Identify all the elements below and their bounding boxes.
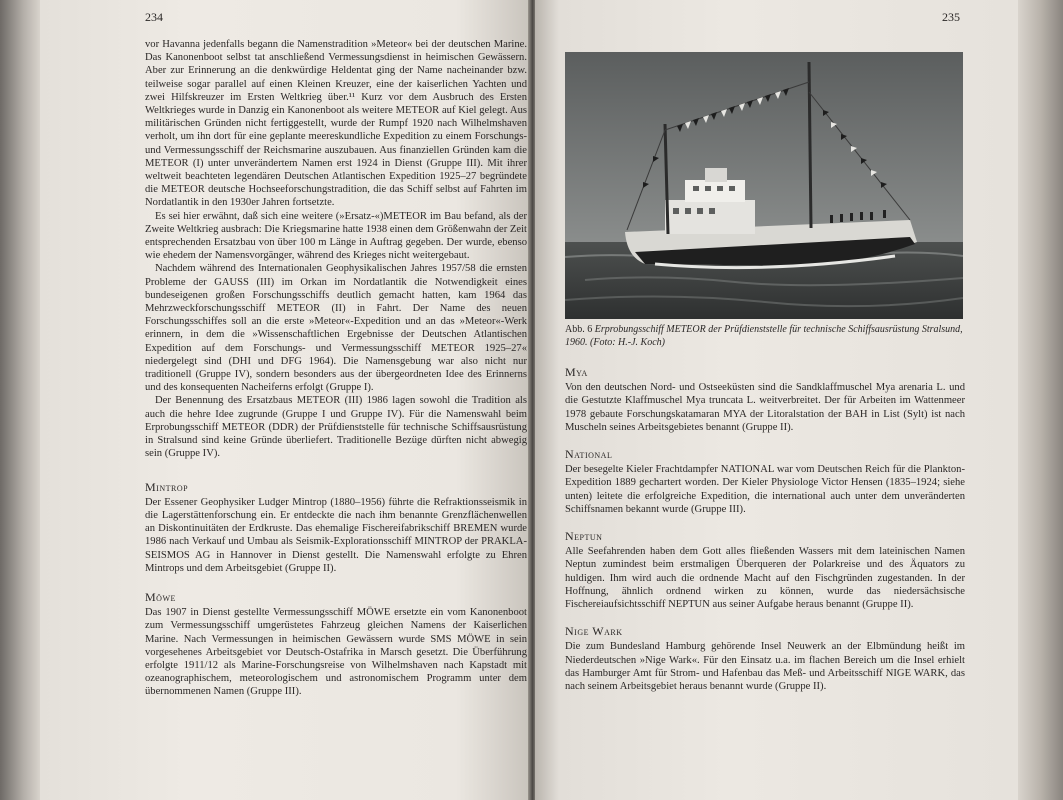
entry-text: Von den deutschen Nord- und Ostseeküsten sind die Sandklaffmuschel Mya arenaria L. und die Gestutzte Klaffmuschel Mya truncata L. weitverbreitet. Der für Arbeiten im Wattenmeer 1978 gebaute Forschungskatamaran MYA der Litoralstation der BAH in List (Sylt) ist nach Muscheln seines Arbeitsgebietes benannt (Gruppe II). bbox=[565, 382, 965, 433]
entry-heading: Nige Wark bbox=[565, 624, 623, 639]
right-page bbox=[535, 0, 1018, 800]
entry-heading: Mya bbox=[565, 365, 588, 379]
entry-text: Alle Seefahrenden haben dem Gott alles fließenden Wassers mit dem lateinischen Namen Neptun zumindest beim erstmaligen Überqueren der Polarkreise und des Äquators zu huldigen. Ihm wird auch die ordnende Macht auf den Fischgründen zugestanden. In der Hoffnung, ähnlich ordnend wirken zu können, wurde das niedersächsische Fischereiaufsichtsschiff NEPTUN aus seiner Aufgabe heraus benannt (Gruppe II). bbox=[565, 546, 965, 611]
page-number: 235 bbox=[942, 10, 960, 24]
entry-heading: Möwe bbox=[145, 589, 176, 604]
entry-text: Der besegelte Kieler Frachtdampfer NATIONAL war vom Deutschen Reich für die Plankton-Expedition 1889 gechartert worden. Der Kieler Physiologe Victor Hensen (1835–1924; siehe unten) leitete die erfolgreiche Expedition, die international auch unter dem unveränderten Schiffsnamen bekannt wurde (Gruppe III). bbox=[565, 464, 965, 515]
entry-text: Das 1907 in Dienst gestellte Vermessungsschiff MÖWE ersetzte ein vom Kanonenboot zum Vermessungsschiff umgerüstetes Fahrzeug gleichen Namens der Kaiserlichen Marine. Nach Vermessungen in heimischen Gewässern wurde SMS MÖWE in sein vorgesehenes Arbeitsgebiet vor Deutsch-Ostafrika in Marsch gesetzt. Die Überführung erfolgte 1911/12 als Marine-Forschungsreise von Wilhelmshaven nach Kapstadt mit ozeanographischem, meteorologischem und astronomischem Programm unter dem übernommenen Namen (Gruppe III). bbox=[145, 607, 527, 698]
body-text bbox=[565, 366, 965, 693]
entry-neptun bbox=[565, 530, 965, 611]
entry-text: Der Essener Geophysiker Ludger Mintrop (1880–1956) führte die Refraktionsseismik in die Lagerstättenforschung ein. Er entdeckte die nach ihm benannte Grenzflächenwellen an Diskontinuitäten der Erdkruste. Das ehemalige Fischereifabrikschiff BREMEN wurde 1986 nach Verkauf und Umbau als Seismik-Explorationsschiff MINTROP der PRAKLA-SEISMOS AG in Hannover in Dienst gestellt. Die Namenswahl erfolgte zu Ehren Mintrops und dem Arbeitsgebiet (Gruppe II). bbox=[145, 496, 527, 574]
paragraph: vor Havanna jedenfalls begann die Namenstradition »Meteor« bei der deutschen Marine. Das Kanonenboot selbst tat anschließend Vermessungsdienst in heimischen Gewässern. Aber zur Erinnerung an die denkwürdige Heldentat ging der Name nacheinander bzw. teilweise sogar parallel auf einen Kleinen Kreuzer, eine der kaiserlichen Yachten und zwei Hilfskreuzer im Ersten Weltkrieg über.¹¹ Kurz vor dem Ausbruch des Ersten Weltkrieges wurde in Danzig ein Kanonenboot als weitere METEOR auf Kiel gelegt. Aus militärischen Gründen nicht fertiggestellt, wurde der Rumpf 1920 nach Wilhelmshaven verholt, um ihn dort für eine geplante meereskundliche Expedition zu einem Forschungs- und Vermessungsschiff der Reichsmarine auszubauen. Aus finanziellen Gründen kam die METEOR (I) unter unverändertem Namen erst 1924 in Dienst (Gruppe III). Mit ihrer weltweit beachteten legendären Deutschen Atlantischen Expedition 1925–27 begründete die METEOR deutsche Hochseeforschungstradition, die das Schiff selbst auf Fahrten im Nordatlantik in den 1930er Jahren fortsetzte. bbox=[145, 39, 527, 209]
body-text bbox=[145, 38, 527, 699]
entry-mintrop bbox=[145, 481, 527, 575]
paragraph: Nachdem während des Internationalen Geophysikalischen Jahres 1957/58 die ernsten Probleme der GAUSS (III) im Orkan im Nordatlantik die Notwendigkeit eines bundeseigenen großen Forschungsschiffs deutlich gemacht hatten, kam 1964 das Mehrzweckforschungsschiff METEOR (II) in Fahrt. Der Name des neuen Forschungsschiffes soll an die erste »Meteor«-Expedition und an das »Meteor«-Werk erinnern, in dem die »Wissenschaftlichen Ergebnisse der Deutschen Atlantischen Expedition auf dem Forschungs- und Vermessungsschiff METEOR 1925–27« niedergelegt sind (DHI und DFG 1964). Die Namensgebung war also nicht nur traditionell (Gruppe IV), sondern besonders aus der übergeordneten Idee des Erinnerns und des konsequenten Nacheiferns erfolgt (Gruppe I). bbox=[145, 263, 527, 394]
left-page bbox=[40, 0, 530, 800]
paragraph: Der Benennung des Ersatzbaus METEOR (III) 1986 lagen sowohl die Tradition als auch die hehre Idee zugrunde (Gruppe I und Gruppe IV). Für die Namenswahl beim Erprobungsschiff METEOR (DDR) der Prüfdienststelle für technische Schiffsausrüstung in Stralsund sind keine Gründe überliefert. Traditionelle Bezüge dürften nicht abwegig sein (Gruppe IV). bbox=[145, 395, 527, 460]
figure-caption bbox=[565, 323, 970, 349]
caption-text: Erprobungsschiff METEOR der Prüfdienststelle für technische Schiffsausrüstung Stralsund, 1960. (Foto: H.-J. Koch) bbox=[565, 324, 963, 348]
entry-heading: Mintrop bbox=[145, 479, 189, 494]
entry-heading: National bbox=[565, 447, 613, 462]
book-edge-right bbox=[1018, 0, 1063, 800]
ship-photo bbox=[565, 52, 963, 319]
entry-mya bbox=[565, 366, 965, 434]
entry-text: Die zum Bundesland Hamburg gehörende Insel Neuwerk an der Elbmündung heißt im Niederdeutschen »Nige Wark«. Für den Einsatz u.a. im flachen Bereich um die Insel erhielt das Hamburger Amt für Strom- und Hafenbau das Meß- und Arbeitsschiff NIGE WARK, das nach seinem Arbeitsgebiet heraus benannt wurde (Gruppe II). bbox=[565, 641, 965, 693]
caption-label: Abb. 6 bbox=[565, 324, 593, 335]
book-edge-left bbox=[0, 0, 40, 800]
ship-photo-illustration bbox=[565, 52, 963, 319]
paragraph: Es sei hier erwähnt, daß sich eine weitere (»Ersatz-«)METEOR im Bau befand, als der Zweite Weltkrieg ausbrach: Die Kriegsmarine hatte 1938 einen dem Größenwahn der Zeit entsprechenden Ersatzbau von über 100 m Länge in Auftrag gegeben. Der wurde, ebenso wie ehedem der Namensvorgänger, während des Krieges nicht weitergebaut. bbox=[145, 210, 527, 262]
entry-national bbox=[565, 448, 965, 516]
entry-moewe bbox=[145, 591, 527, 699]
entry-heading: Neptun bbox=[565, 529, 603, 544]
entry-nige-wark bbox=[565, 625, 965, 693]
page-number: 234 bbox=[145, 10, 163, 24]
